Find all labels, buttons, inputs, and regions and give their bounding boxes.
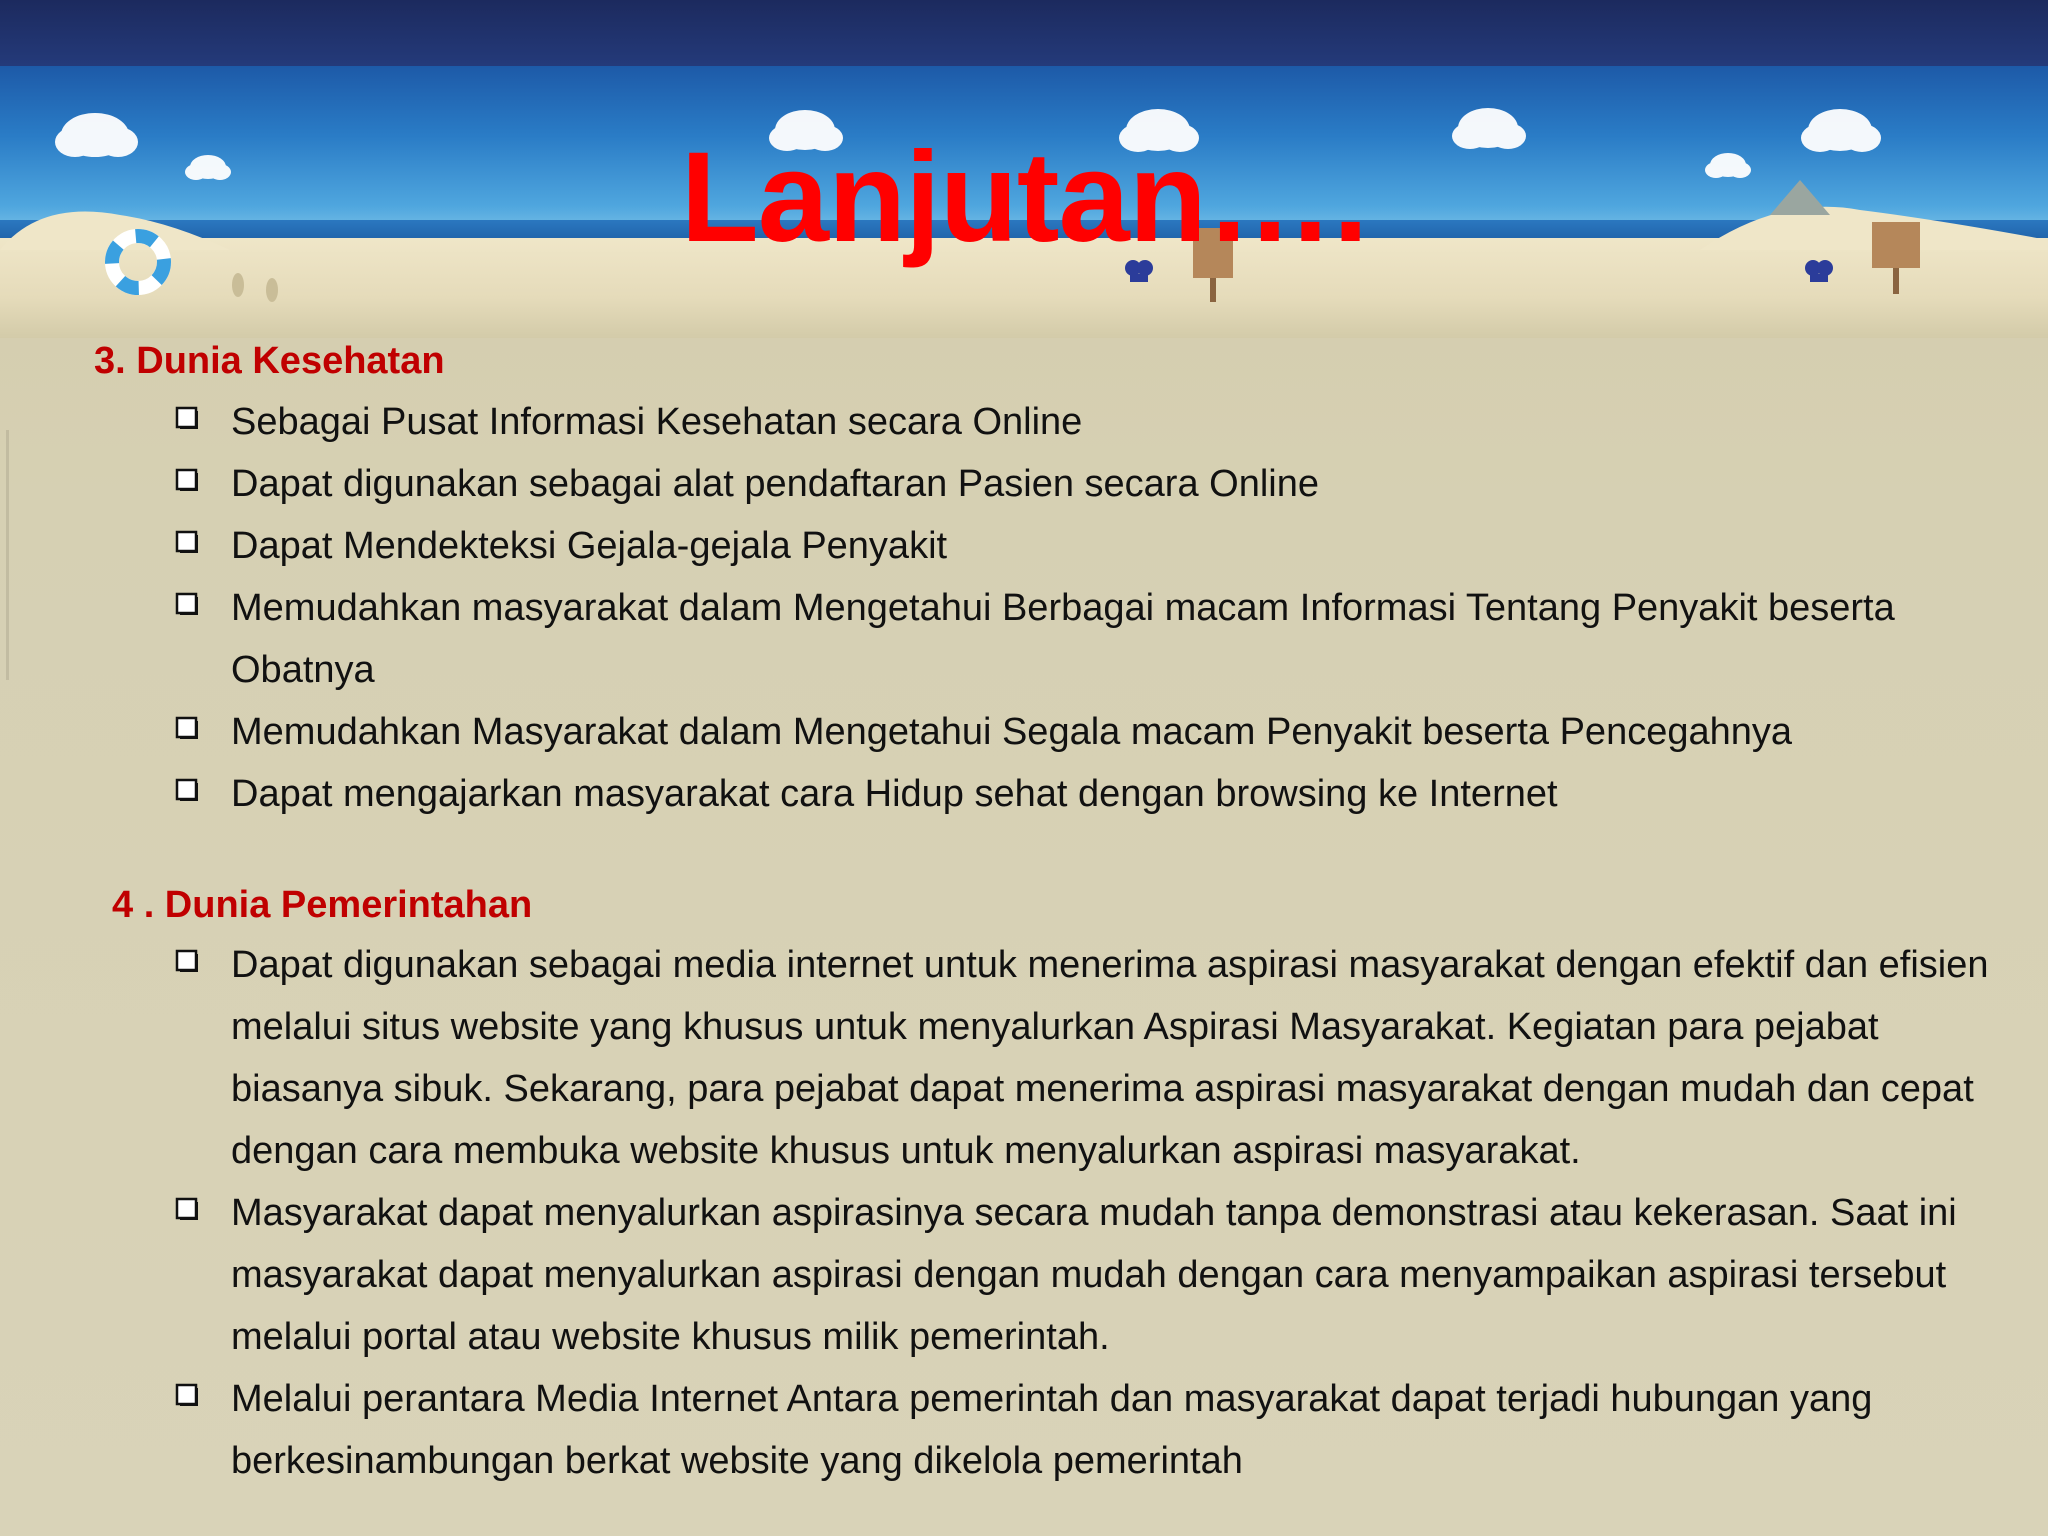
- list-item: [175, 934, 2005, 1182]
- template-watermark: [2, 430, 14, 680]
- list-item-text: Masyarakat dapat menyalurkan aspirasinya secara mudah tanpa demonstrasi atau kekerasan. Saat ini masyarakat dapat menyalurkan aspirasi dengan mudah dengan cara menyampaikan aspirasi tersebut melalui portal atau website khusus milik pemerintah.: [231, 1192, 1957, 1358]
- list-item-text: Memudahkan masyarakat dalam Mengetahui Berbagai macam Informasi Tentang Penyakit beserta Obatnya: [231, 587, 1895, 691]
- checkbox-square-icon: [175, 592, 199, 616]
- checkbox-square-icon: [175, 716, 199, 740]
- list-item: [175, 391, 2005, 453]
- checkbox-square-icon: [175, 778, 199, 802]
- list-item: [175, 763, 2005, 825]
- list-item-text: Dapat digunakan sebagai alat pendaftaran Pasien secara Online: [231, 463, 1319, 505]
- list-item-text: Dapat mengajarkan masyarakat cara Hidup sehat dengan browsing ke Internet: [231, 773, 1558, 815]
- list-item-text: Melalui perantara Media Internet Antara pemerintah dan masyarakat dapat terjadi hubungan yang berkesinambungan berkat website yang dikelola pemerintah: [231, 1378, 1873, 1482]
- footprint-icon: [232, 273, 278, 302]
- list-item: [175, 515, 2005, 577]
- checkbox-square-icon: [175, 406, 199, 430]
- list-item: [175, 577, 2005, 701]
- list-item: [175, 701, 2005, 763]
- list-item-text: Dapat Mendekteksi Gejala-gejala Penyakit: [231, 525, 948, 567]
- checkbox-square-icon: [175, 1197, 199, 1221]
- list-item-text: Sebagai Pusat Informasi Kesehatan secara Online: [231, 401, 1083, 443]
- checkbox-square-icon: [175, 468, 199, 492]
- list-item: [175, 453, 2005, 515]
- checkbox-square-icon: [175, 949, 199, 973]
- checkbox-square-icon: [175, 1383, 199, 1407]
- section-heading: 3. Dunia Kesehatan: [94, 340, 445, 382]
- list-item-text: Memudahkan Masyarakat dalam Mengetahui Segala macam Penyakit beserta Pencegahnya: [231, 711, 1793, 753]
- list-item-text: Dapat digunakan sebagai media internet untuk menerima aspirasi masyarakat dengan efektif dan efisien melalui situs website yang khusus untuk menyalurkan Aspirasi Masyarakat. Kegiatan para pejabat biasanya sibuk. Sekarang, para pejabat dapat menerima aspirasi masyarakat dengan mudah dan cepat dengan cara membuka website khusus untuk menyalurkan aspirasi masyarakat.: [231, 944, 1989, 1172]
- list-item: [175, 1368, 2005, 1492]
- checkbox-square-icon: [175, 530, 199, 554]
- slide-title: Lanjutan….: [680, 126, 1368, 269]
- section-heading: 4 . Dunia Pemerintahan: [112, 884, 533, 926]
- list-item: [175, 1182, 2005, 1368]
